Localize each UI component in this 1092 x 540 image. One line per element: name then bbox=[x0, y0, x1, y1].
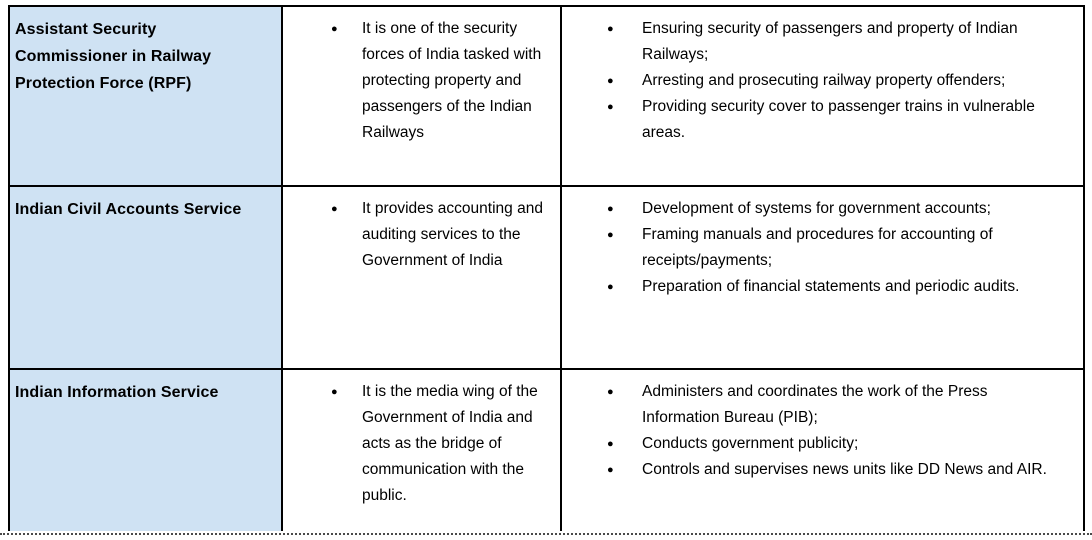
description-list bbox=[283, 370, 560, 509]
list-item: ● Conducts government publicity; bbox=[607, 431, 1069, 457]
list-item: ● It provides accounting and auditing services to the Government of India bbox=[331, 196, 550, 274]
list-item: ● It is one of the security forces of India tasked with protecting property and passengers of the Indian Railways bbox=[331, 16, 550, 146]
table-row bbox=[10, 187, 1083, 370]
description-list bbox=[283, 187, 560, 274]
table-row bbox=[10, 7, 1083, 187]
service-name: Assistant Security Commissioner in Railway Protection Force (RPF) bbox=[15, 21, 212, 92]
service-name: Indian Civil Accounts Service bbox=[15, 201, 242, 218]
list-item: ● Arresting and prosecuting railway property offenders; bbox=[607, 68, 1069, 94]
service-functions-cell bbox=[560, 187, 1083, 368]
service-name-cell bbox=[10, 7, 281, 185]
functions-list bbox=[562, 187, 1083, 300]
service-functions-cell bbox=[560, 7, 1083, 185]
service-description-cell bbox=[281, 7, 560, 185]
list-item: ● Controls and supervises news units like DD News and AIR. bbox=[607, 457, 1069, 483]
functions-list bbox=[562, 370, 1083, 483]
table-row bbox=[10, 370, 1083, 531]
service-description-cell bbox=[281, 370, 560, 531]
list-item: ● Development of systems for government accounts; bbox=[607, 196, 1069, 222]
page-break-dotted-line bbox=[0, 533, 1092, 535]
list-item: ● It is the media wing of the Government of India and acts as the bridge of communication with the public. bbox=[331, 379, 550, 509]
service-name: Indian Information Service bbox=[15, 384, 219, 401]
functions-list bbox=[562, 7, 1083, 146]
description-list bbox=[283, 7, 560, 146]
service-description-cell bbox=[281, 187, 560, 368]
list-item: ● Administers and coordinates the work of the Press Information Bureau (PIB); bbox=[607, 379, 1069, 431]
list-item: ● Ensuring security of passengers and property of Indian Railways; bbox=[607, 16, 1069, 68]
list-item: ● Providing security cover to passenger trains in vulnerable areas. bbox=[607, 94, 1069, 146]
list-item: ● Preparation of financial statements and periodic audits. bbox=[607, 274, 1069, 300]
services-table bbox=[8, 5, 1085, 531]
service-name-cell bbox=[10, 187, 281, 368]
list-item: ● Framing manuals and procedures for accounting of receipts/payments; bbox=[607, 222, 1069, 274]
service-name-cell bbox=[10, 370, 281, 531]
service-functions-cell bbox=[560, 370, 1083, 531]
